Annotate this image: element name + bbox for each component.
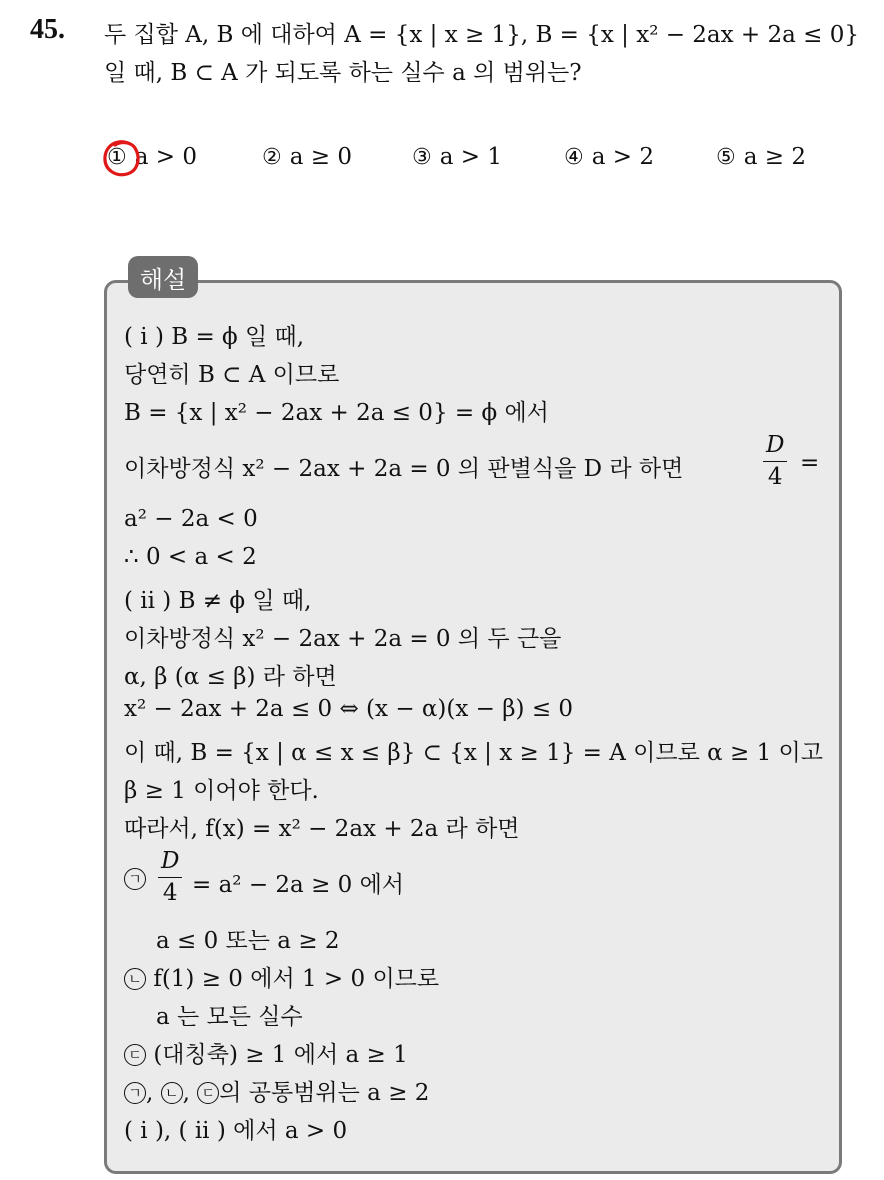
solution-item-giyeok [124,866,146,892]
solution-line: B = {x | x² − 2ax + 2a ≤ 0} = ϕ 에서 [124,400,549,426]
choice-text: a ≥ 2 [743,144,806,170]
fraction-d-over-4 [763,434,787,489]
solution-item-digeut [124,1036,408,1069]
choice-4[interactable] [564,144,654,170]
choice-number: ③ [412,145,432,170]
solution-line: x² − 2ax + 2a ≤ 0 ⇔ (x − α)(x − β) ≤ 0 [124,696,574,722]
solution-line: = a² − 2a ≥ 0 에서 [192,872,405,898]
choice-5[interactable] [716,144,806,170]
solution-line: ( i ), ( ii ) 에서 a > 0 [124,1118,348,1144]
solution-line: (대칭축) ≥ 1 에서 a ≥ 1 [153,1042,408,1068]
solution-line: a ≤ 0 또는 a ≥ 2 [156,928,340,954]
solution-line: ( ii ) B ≠ ϕ 일 때, [124,588,312,614]
choice-2[interactable] [262,144,352,170]
fraction-numerator: D [766,432,785,458]
solution-line: 의 공통범위는 a ≥ 2 [219,1080,430,1106]
solution-equals: = [800,450,820,476]
solution-line: 이 때, B = {x | α ≤ x ≤ β} ⊂ {x | x ≥ 1} = A 이므로 α ≥ 1 이고 [124,740,823,766]
fraction-denominator: 4 [767,464,783,490]
question-text-line-2: 일 때, B ⊂ A 가 되도록 하는 실수 a 의 범위는? [104,60,582,86]
choice-number: ① [107,145,127,170]
solution-line: 따라서, f(x) = x² − 2ax + 2a 라 하면 [124,816,520,842]
question-text-line-1: 두 집합 A, B 에 대하여 A = {x | x ≥ 1}, B = {x | x² − 2ax + 2a ≤ 0} [104,22,860,48]
choice-text: a > 2 [591,144,654,170]
choice-number: ② [262,145,282,170]
circled-digeut-icon: ㄷ [124,1044,146,1066]
circled-giyeok-icon: ㄱ [124,1082,146,1104]
circled-giyeok-icon: ㄱ [124,868,146,890]
solution-line: α, β (α ≤ β) 라 하면 [124,664,337,690]
choice-1[interactable] [107,144,197,170]
solution-tab-label: 해설 [128,256,198,298]
solution-item-nieun [124,960,439,993]
fraction-numerator: D [161,848,180,874]
choice-text: a > 0 [134,144,197,170]
list-separator: , [146,1080,161,1106]
solution-line: 당연히 B ⊂ A 이므로 [124,362,340,388]
circled-nieun-icon: ㄴ [161,1082,183,1104]
fraction-denominator: 4 [162,880,178,906]
choice-text: a ≥ 0 [289,144,352,170]
list-separator: , [182,1080,198,1106]
solution-line: ( i ) B = ϕ 일 때, [124,324,305,350]
choice-number: ④ [564,145,584,170]
circled-nieun-icon: ㄴ [124,968,146,990]
choice-number: ⑤ [716,145,736,170]
solution-line: β ≥ 1 이어야 한다. [124,778,319,804]
solution-line: f(1) ≥ 0 에서 1 > 0 이므로 [153,966,440,992]
circled-digeut-icon: ㄷ [197,1082,219,1104]
question-number: 45. [30,14,65,45]
solution-line: 이차방정식 x² − 2ax + 2a = 0 의 판별식을 D 라 하면 [124,456,684,482]
solution-line: a² − 2a < 0 [124,506,258,532]
fraction-d-over-4-second [158,850,182,905]
solution-line: a 는 모든 실수 [156,1004,303,1030]
solution-line: 이차방정식 x² − 2ax + 2a = 0 의 두 근을 [124,626,562,652]
solution-line: ∴ 0 < a < 2 [124,544,257,570]
solution-item-common-range [124,1074,429,1107]
choice-3[interactable] [412,144,502,170]
choice-text: a > 1 [439,144,502,170]
